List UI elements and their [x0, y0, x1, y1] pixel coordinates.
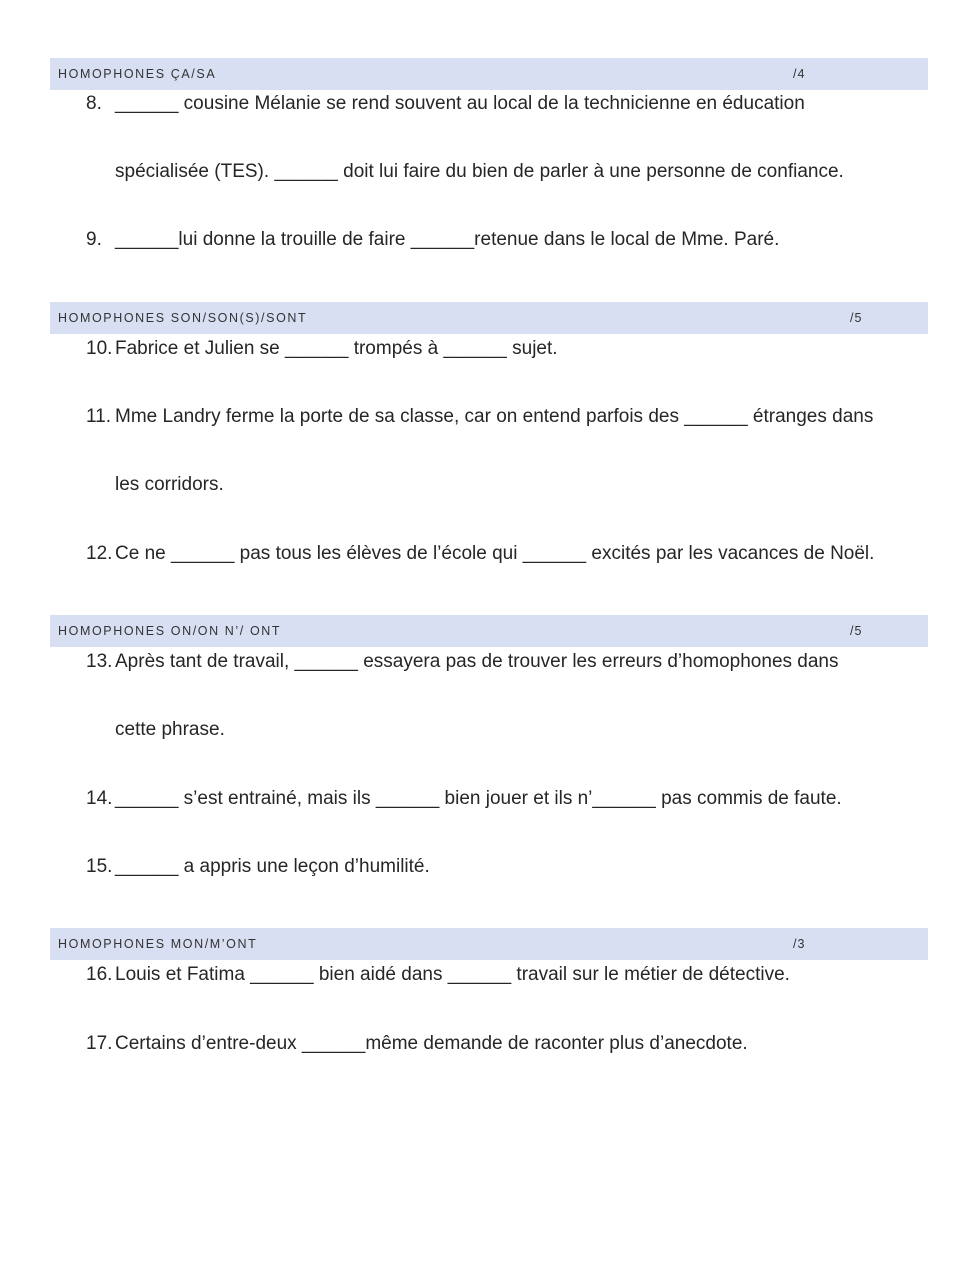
question-number: 17. [86, 1033, 113, 1054]
question-text: les corridors. [115, 474, 224, 495]
section-header-son-sont [50, 302, 928, 334]
question-number: 14. [86, 788, 113, 809]
section-score: /3 [793, 937, 806, 951]
question-text: ______ s’est entrainé, mais ils ______ bien jouer et ils n’______ pas commis de faute. [115, 788, 842, 809]
question-number: 11. [86, 406, 112, 427]
question-text: Fabrice et Julien se ______ trompés à ______ sujet. [115, 338, 558, 359]
section-score: /5 [850, 311, 863, 325]
question-number: 15. [86, 856, 113, 877]
question-text: Mme Landry ferme la porte de sa classe, car on entend parfois des ______ étranges dans [115, 406, 874, 427]
section-title: HOMOPHONES SON/SON(S)/SONT [58, 311, 308, 325]
question-text: Certains d’entre-deux ______même demande de raconter plus d’anecdote. [115, 1033, 748, 1054]
question-text: Après tant de travail, ______ essayera pas de trouver les erreurs d’homophones dans [115, 651, 839, 672]
question-number: 8. [86, 93, 102, 114]
question-number: 16. [86, 964, 113, 985]
section-title: HOMOPHONES ÇA/SA [58, 67, 217, 81]
question-text: Louis et Fatima ______ bien aidé dans ______ travail sur le métier de détective. [115, 964, 790, 985]
section-title: HOMOPHONES ON/ON N’/ ONT [58, 624, 282, 638]
section-title: HOMOPHONES MON/M’ONT [58, 937, 258, 951]
question-text: ______lui donne la trouille de faire ______retenue dans le local de Mme. Paré. [115, 229, 780, 250]
question-number: 10. [86, 338, 113, 359]
question-number: 9. [86, 229, 102, 250]
section-header-mon-mont [50, 928, 928, 960]
question-text: Ce ne ______ pas tous les élèves de l’école qui ______ excités par les vacances de Noël. [115, 543, 875, 564]
question-text: spécialisée (TES). ______ doit lui faire du bien de parler à une personne de confiance. [115, 161, 844, 182]
section-header-on-ont [50, 615, 928, 647]
question-number: 12. [86, 543, 113, 564]
question-text: ______ a appris une leçon d’humilité. [115, 856, 430, 877]
section-score: /5 [850, 624, 863, 638]
question-text: ______ cousine Mélanie se rend souvent au local de la technicienne en éducation [115, 93, 805, 114]
question-text: cette phrase. [115, 719, 225, 740]
question-number: 13. [86, 651, 113, 672]
section-score: /4 [793, 67, 806, 81]
section-header-ca-sa [50, 58, 928, 90]
